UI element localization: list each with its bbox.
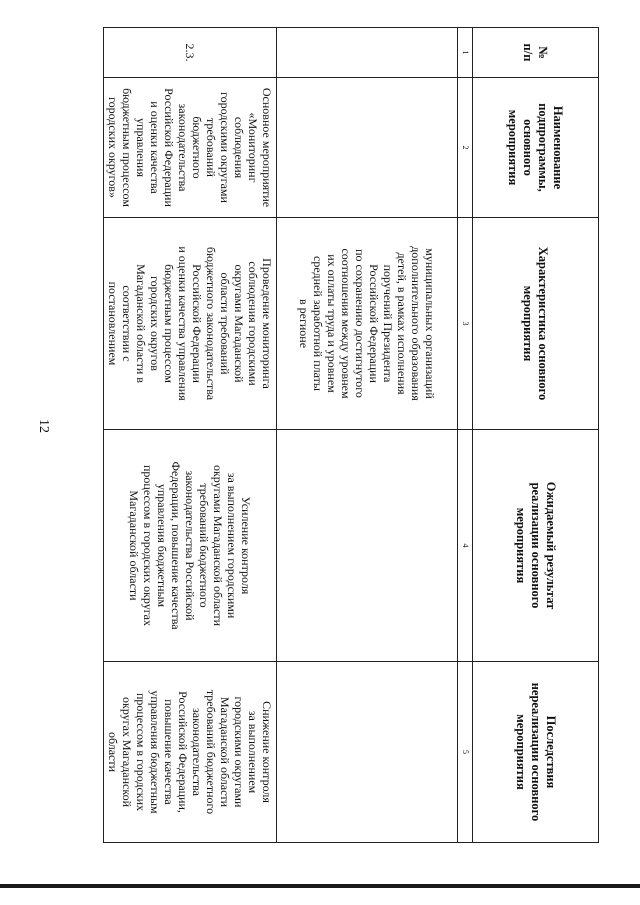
header-name: Наименование подпрограммы, основного мероприятия xyxy=(473,78,599,218)
column-number: 1 xyxy=(458,28,473,78)
scan-bottom-edge xyxy=(0,884,640,888)
column-number: 5 xyxy=(458,662,473,843)
rotated-table-wrapper xyxy=(106,27,599,842)
row-number: 2.3. xyxy=(104,28,277,78)
activities-table xyxy=(103,27,599,843)
table-header-row xyxy=(473,28,599,843)
header-result: Ожидаемый результат реализации основного мероприятия xyxy=(473,430,599,662)
table-row xyxy=(277,28,458,843)
column-number-row xyxy=(458,28,473,843)
activity-name: Основное мероприятие «Мониторинг соблюдения городскими округами требований бюджетного законодательства Российской Федерации и оценки качества управления бюджетным процессом городских округов» xyxy=(104,78,277,218)
activity-consequence xyxy=(277,662,458,843)
activity-characteristic: Проведение мониторинга соблюдения городскими округами Магаданской области требований бюджетного законодательства Российской Федерации и оценки качества управления бюджетным процессом городских округов Магаданской области в соответствии с постановлением xyxy=(104,218,277,430)
header-number: № п/п xyxy=(473,28,599,78)
activity-consequence: Снижение контроля за выполнением городскими округами Магаданской области требований бюджетного законодательства Российской Федерации, повышение качества управления бюджетным процессом в городских округах Магаданской области xyxy=(104,662,277,843)
activity-characteristic: муниципальных организаций дополнительного образования детей, в рамках исполнения поручений Президента Российской Федерации по сохранению достигнутого соотношения между уровнем их оплаты труда и уровнем средней заработной платы в регионе xyxy=(277,218,458,430)
header-consequence: Последствия нереализации основного мероприятия xyxy=(473,662,599,843)
activity-result: Усиление контроля за выполнением городскими округами Магаданской области требований бюджетного законодательства Российской Федерации, повышение качества управления бюджетным процессом в городских округах Магаданской области xyxy=(104,430,277,662)
page-number: 12 xyxy=(36,419,51,433)
column-number: 4 xyxy=(458,430,473,662)
header-characteristic: Характеристика основного мероприятия xyxy=(473,218,599,430)
row-number xyxy=(277,28,458,78)
activity-name xyxy=(277,78,458,218)
table-row xyxy=(104,28,277,843)
column-number: 3 xyxy=(458,218,473,430)
activity-result xyxy=(277,430,458,662)
column-number: 2 xyxy=(458,78,473,218)
